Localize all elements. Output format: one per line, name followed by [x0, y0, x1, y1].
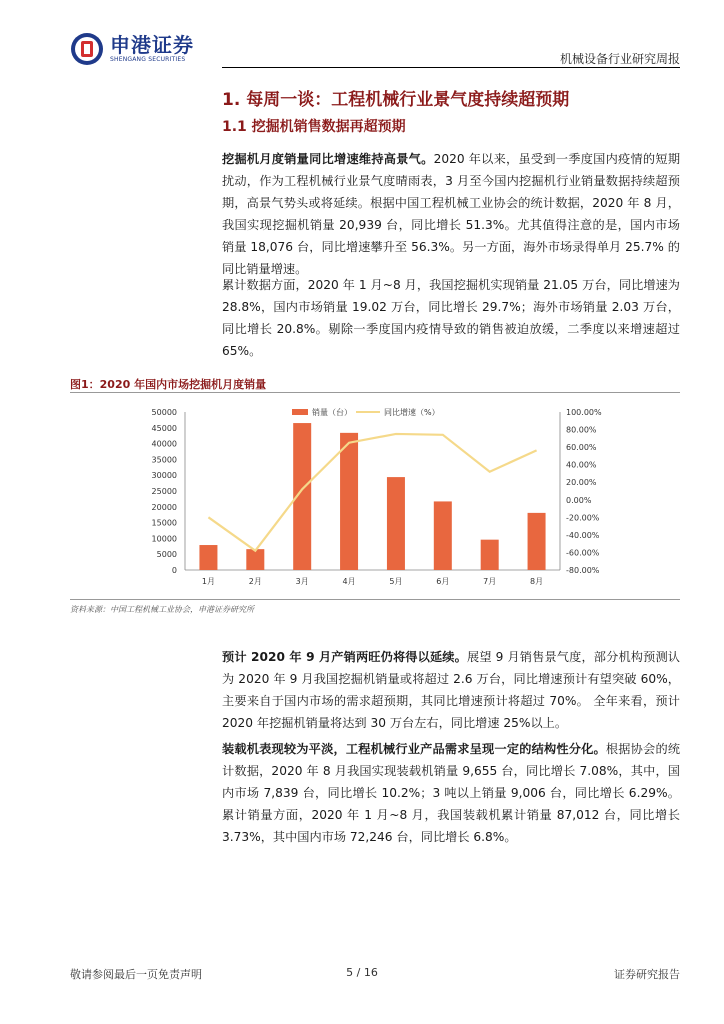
- paragraph-1-body: 2020 年以来，虽受到一季度国内疫情的短期扰动，作为工程机械行业景气度晴雨表，3 月至今国内挖掘机行业销量数据持续超预期，高景气势头或将延续。根据中国工程机械工业协会的统计数据，2020 年 8 月，我国实现挖掘机销量 20,939 台，同比增长 51.3%。尤其值得注意的是，国内市场销量 18,076 台，同比增速攀升至 56.3%。另一方面，海外市场录得单月 25.7% 的同比销量增速。: [222, 152, 681, 276]
- report-type: 机械设备行业研究周报: [559, 52, 680, 66]
- y-left-tick-label: 25000: [151, 487, 177, 496]
- y-left-tick-label: 20000: [151, 502, 177, 512]
- x-tick-label: 7月: [483, 577, 497, 586]
- paragraph-3-lead: 预计 2020 年 9 月产销两旺仍将得以延续。: [222, 650, 467, 664]
- paragraph-2: [222, 274, 680, 362]
- y-left-tick-label: 15000: [151, 518, 177, 528]
- figure-source: 资料来源：中国工程机械工业协会，申港证券研究所: [70, 605, 254, 614]
- figure-top-rule: [70, 392, 680, 393]
- bar-8月: [528, 513, 546, 570]
- bar-6月: [434, 501, 452, 570]
- excavator-sales-chart: [70, 395, 680, 595]
- y-left-tick-label: 10000: [151, 534, 177, 544]
- bar-4月: [340, 433, 358, 570]
- y-right-tick-label: -60.00%: [566, 548, 600, 558]
- yoy-growth-line: [208, 434, 536, 551]
- bar-2月: [246, 549, 264, 570]
- x-tick-label: 4月: [342, 577, 356, 586]
- legend-swatch-bar: [292, 409, 308, 415]
- y-right-tick-label: 40.00%: [566, 460, 597, 470]
- y-right-tick-label: 60.00%: [566, 443, 597, 453]
- y-left-tick-label: 35000: [151, 455, 177, 465]
- y-right-tick-label: 100.00%: [566, 408, 602, 417]
- x-tick-label: 6月: [436, 577, 450, 586]
- paragraph-3: [222, 646, 680, 734]
- paragraph-2-body: 累计数据方面，2020 年 1 月~8 月，我国挖掘机实现销量 21.05 万台，同比增速为 28.8%，国内市场销量 19.02 万台，同比增长 29.7%；海外市场销量 2.03 万台，同比增长 20.8%。剔除一季度国内疫情导致的销售被迫放缓，二季度以来增速超过 65%。: [222, 278, 680, 358]
- logo-english-name: SHENGANG SECURITIES: [110, 56, 186, 63]
- legend-label-line: 同比增速（%）: [384, 408, 440, 417]
- bar-7月: [481, 540, 499, 570]
- logo-emblem-icon: [70, 32, 104, 66]
- logo-chinese-name: 申港证券: [110, 33, 194, 57]
- report-label: 证券研究报告: [614, 968, 680, 981]
- x-tick-label: 3月: [295, 577, 309, 586]
- figure-bottom-rule: [70, 599, 680, 600]
- subsection-heading: 1.1 挖掘机销售数据再超预期: [222, 119, 406, 135]
- y-right-tick-label: -20.00%: [566, 513, 600, 523]
- y-right-tick-label: -40.00%: [566, 530, 600, 540]
- x-tick-label: 5月: [389, 577, 403, 586]
- paragraph-3-body: 展望 9 月销售景气度，部分机构预测认为 2020 年 9 月我国挖掘机销量或将超过 2.6 万台，同比增速预计有望突破 60%，主要来自于国内市场的需求超预期，其同比增速预计将超过 70%。 全年来看，预计 2020 年挖掘机销量将达到 30 万台左右，同比增速 25%以上。: [222, 650, 680, 730]
- paragraph-1: [222, 148, 680, 280]
- figure-title: 图1：2020 年国内市场挖掘机月度销量: [70, 378, 267, 391]
- x-tick-label: 8月: [530, 577, 544, 586]
- paragraph-4-lead: 装载机表现较为平淡，工程机械行业产品需求呈现一定的结构性分化。: [222, 742, 606, 756]
- x-tick-label: 2月: [248, 577, 262, 586]
- bar-5月: [387, 477, 405, 570]
- y-left-tick-label: 0: [171, 566, 177, 575]
- legend-label-bar: 销量（台）: [312, 408, 352, 417]
- x-tick-label: 1月: [201, 577, 215, 586]
- y-right-tick-label: 0.00%: [566, 495, 592, 505]
- paragraph-1-lead: 挖掘机月度销量同比增速维持高景气。: [222, 152, 434, 166]
- y-left-tick-label: 40000: [151, 439, 177, 449]
- y-right-tick-label: -80.00%: [566, 566, 600, 575]
- company-logo: [70, 32, 194, 66]
- disclaimer-note: 敬请参阅最后一页免责声明: [70, 968, 202, 981]
- y-right-tick-label: 80.00%: [566, 425, 597, 435]
- paragraph-4-body: 根据协会的统计数据，2020 年 8 月我国实现装载机销量 9,655 台，同比增长 7.08%，其中，国内市场 7,839 台，同比增长 10.2%；3 吨以上销量 9,006 台，同比增长 6.29%。累计销量方面，2020 年 1 月~8 月，我国装载机累计销量 87,012 台，同比增长 3.73%，其中国内市场 72,246 台，同比增长 6.8%。: [222, 742, 681, 844]
- y-left-tick-label: 45000: [151, 423, 177, 433]
- y-left-tick-label: 50000: [151, 408, 177, 417]
- bar-1月: [199, 545, 217, 570]
- paragraph-4: [222, 738, 680, 848]
- section-heading: 1. 每周一谈：工程机械行业景气度持续超预期: [222, 90, 570, 110]
- page-number: 5 / 16: [346, 966, 378, 979]
- y-left-tick-label: 30000: [151, 471, 177, 481]
- y-right-tick-label: 20.00%: [566, 478, 597, 488]
- y-left-tick-label: 5000: [156, 550, 177, 560]
- header-divider: [222, 67, 680, 68]
